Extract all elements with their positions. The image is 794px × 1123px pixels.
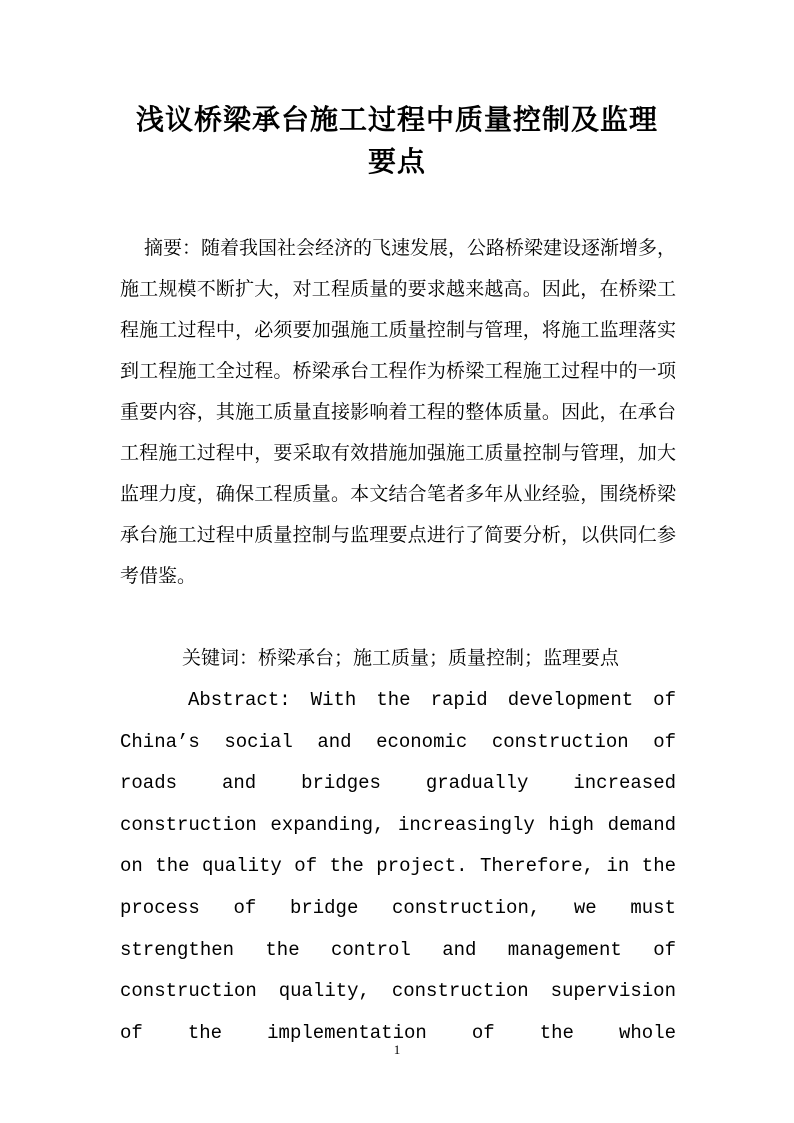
document-title-line-2: 要点	[367, 145, 426, 178]
keywords: 关键词：桥梁承台；施工质量；质量控制；监理要点	[182, 647, 620, 669]
chinese-abstract: 摘要：随着我国社会经济的飞速发展，公路桥梁建设逐渐增多，施工规模不断扩大，对工程质量的要求越来越高。因此，在桥梁工程施工过程中，必须要加强施工质量控制与管理，将施工监理落实到工程施工全过程。桥梁承台工程作为桥梁工程施工过程中的一项重要内容，其施工质量直接影响着工程的整体质量。因此，在承台工程施工过程中，要采取有效措施加强施工质量控制与管理，加大监理力度，确保工程质量。本文结合笔者多年从业经验，围绕桥梁承台施工过程中质量控制与监理要点进行了简要分析，以供同仁参考借鉴。	[120, 237, 677, 587]
english-abstract: Abstract: With the rapid development of China’s social and economic construction of roads and bridges gradually increased construction expanding, increasingly high demand on the quality of the project. Therefore, in the process of bridge construction, we must strengthen the control and management of construction quality, construction supervision of the implementation of the whole	[120, 689, 676, 1044]
document-title-line-1: 浅议桥梁承台施工过程中质量控制及监理	[135, 103, 658, 136]
page-number: 1	[393, 1042, 401, 1057]
